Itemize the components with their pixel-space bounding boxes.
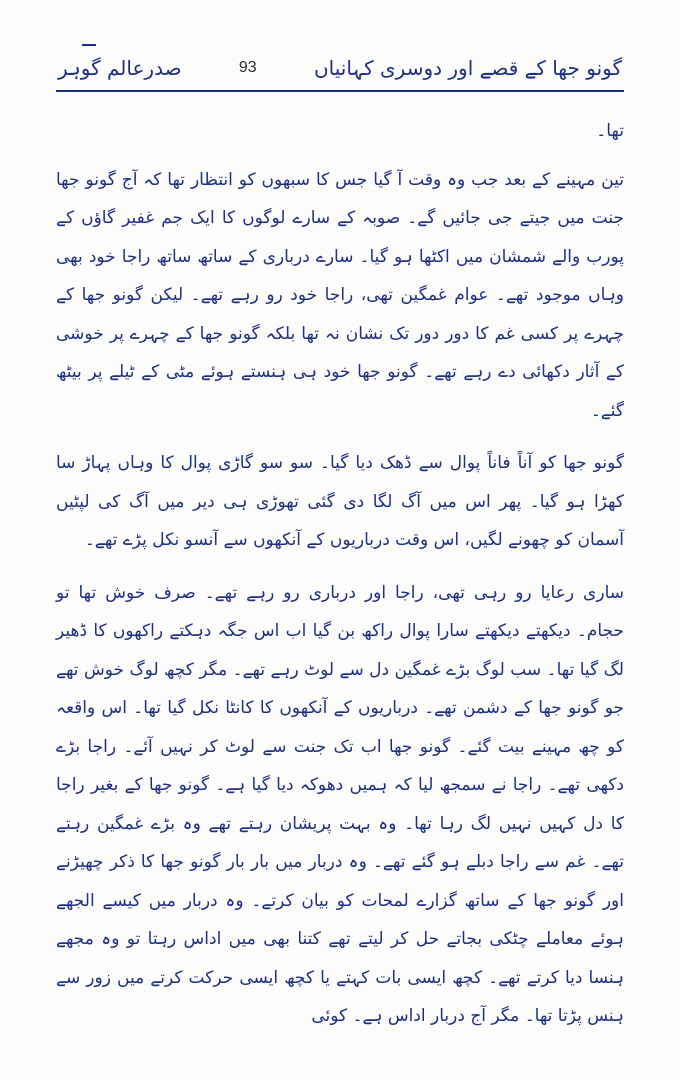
page-body: [56, 112, 624, 1060]
header-mark: [82, 44, 96, 46]
page-header: [58, 50, 622, 86]
header-rule: [56, 90, 624, 92]
paragraph: تھا۔: [596, 121, 624, 141]
book-title: گونو جھا کے قصے اور دوسری کہانیاں: [313, 56, 622, 80]
page-number: 93: [238, 59, 257, 76]
paragraph: ساری رعایا رو رہی تھی، راجا اور درباری رو رہے تھے۔ صرف خوش تھا تو حجام۔ دیکھتے دیکھتے سارا پوال راکھ بن گیا اب اس جگہ دہکتے راکھوں کا ڈھیر لگ گیا تھا۔ سب لوگ بڑے غمگین دل سے لوٹ رہے تھے۔ مگر کچھ لوگ خوش تھے جو گونو جھا کے دشمن تھے۔ درباریوں کے آنکھوں کا کانٹا نکل گیا تھا۔ اس واقعہ کو چھ مہینے بیت گئے۔ گونو جھا اب تک جنت سے لوٹ کر نہیں آئے۔ راجا بڑے دکھی تھے۔ راجا نے سمجھ لیا کہ ہمیں دھوکہ دیا گیا ہے۔ گونو جھا کے بغیر راجا کا دل کہیں نہیں لگ رہا تھا۔ وہ بہت پریشان رہتے تھے وہ بڑے غمگین رہتے تھے۔ غم سے راجا دبلے ہو گئے تھے۔ وہ دربار میں بار بار گونو جھا کا ذکر چھیڑنے اور گونو جھا کے ساتھ گزارے لمحات کو بیان کرتے۔ وہ دربار میں کیسے الجھے ہوئے معاملے چٹکی بجاتے حل کر لیتے تھے کتنا بھی میں اداس رہتا تو وہ مجھے ہنسا دیا کرتے تھے۔ کچھ ایسی بات کہتے یا کچھ ایسی حرکت کرتے میں زور سے ہنس پڑتا تھا۔ مگر آج دربار اداس ہے۔ کوئی: [56, 582, 624, 1026]
paragraph: تین مہینے کے بعد جب وہ وقت آ گیا جس کا سبھوں کو انتظار تھا کہ آج گونو جھا جنت میں جیتے جی جائیں گے۔ صوبہ کے سارے لوگوں کا ایک جم غفیر گاؤں کے پورب والے شمشان میں اکٹھا ہو گیا۔ سارے درباری کے ساتھ ساتھ راجا خود بھی وہاں موجود تھے۔ عوام غمگین تھی، راجا خود رو رہے تھے۔ لیکن گونو جھا کے چہرے پر کسی غم کا دور دور تک نشان نہ تھا بلکہ گونو جھا کے چہرے پر خوشی کے آثار دکھائی دے رہے تھے۔ گونو جھا خود ہی ہنستے ہوئے مٹی کے ٹیلے پر بیٹھ گئے۔: [56, 169, 624, 421]
author-name: صدرعالم گوہر: [58, 56, 182, 80]
paragraph: گونو جھا کو آناً فاناً پوال سے ڈھک دیا گیا۔ سو سو گاڑی پوال کا وہاں پہاڑ سا کھڑا ہو گیا۔ پھر اس میں آگ لگا دی گئی تھوڑی ہی دیر میں آگ کی لپٹیں آسمان کو چھونے لگیں، اس وقت درباریوں کے آنکھوں سے آنسو نکل پڑے تھے۔: [56, 453, 624, 550]
